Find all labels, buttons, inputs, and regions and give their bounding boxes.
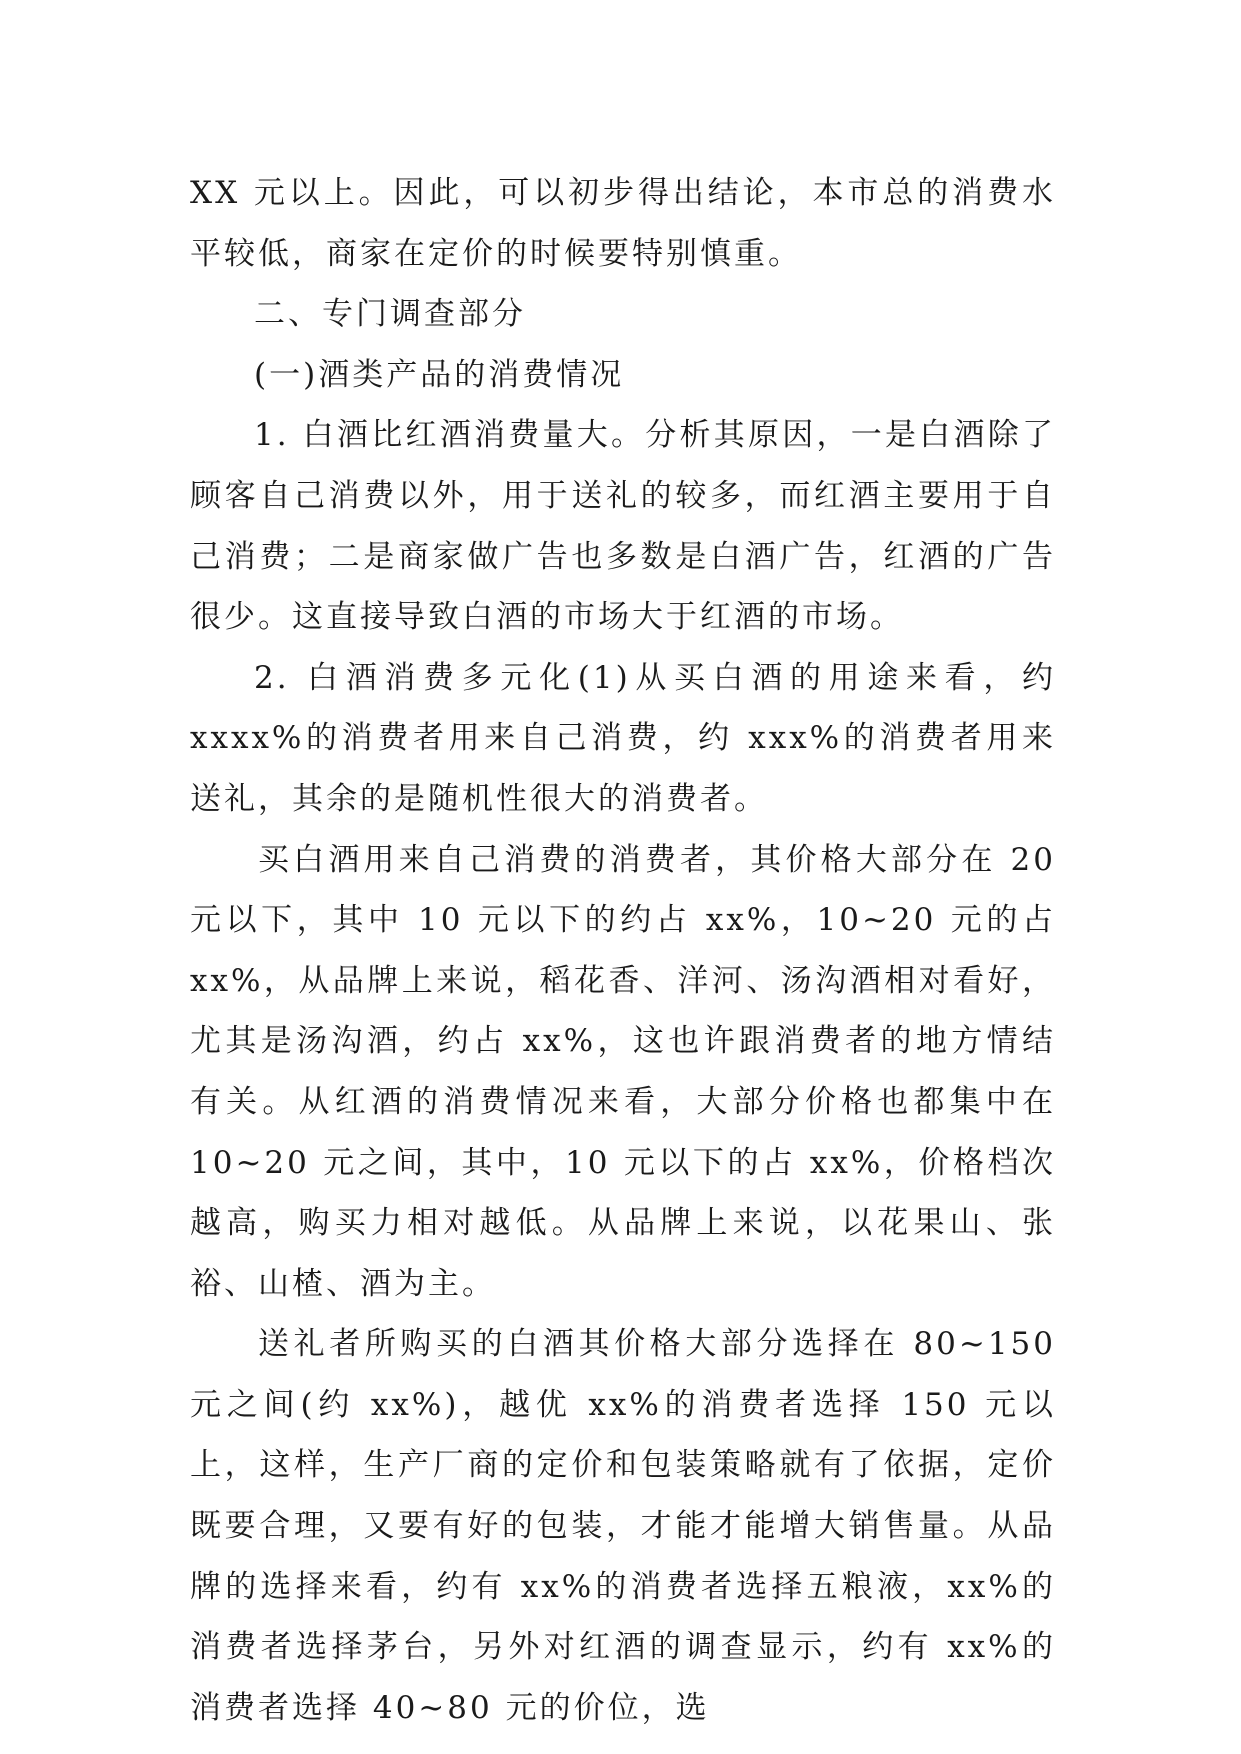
paragraph-gift-consumption: 送礼者所购买的白酒其价格大部分选择在 80~150 元之间(约 xx%)，越优 xx%的消费者选择 150 元以上，这样，生产厂商的定价和包装策略就有了依据，定价既要合理，又要有好的包装，才能才能增大销售量。从品牌的选择来看，约有 xx%的消费者选择五粮液，xx%的消费者选择茅台，另外对红酒的调查显示，约有 xx%的消费者选择 40~80 元的价位，选 bbox=[190, 1326, 1056, 1726]
subsection-heading-liquor-consumption: (一)酒类产品的消费情况 bbox=[254, 356, 625, 393]
paragraph-point-2: 2. 白酒消费多元化(1)从买白酒的用途来看，约 xxxx%的消费者用来自己消费，约 xxx%的消费者用来送礼，其余的是随机性很大的消费者。 bbox=[190, 659, 1056, 817]
paragraph-self-consumption: 买白酒用来自己消费的消费者，其价格大部分在 20 元以下，其中 10 元以下的约占 xx%，10~20 元的占 xx%，从品牌上来说，稻花香、洋河、汤沟酒相对看好，尤其是汤沟酒，约占 xx%，这也许跟消费者的地方情结有关。从红酒的消费情况来看，大部分价格也都集中在 10~20 元之间，其中，10 元以下的占 xx%，价格档次越高，购买力相对越低。从品牌上来说，以花果山、张裕、山楂、酒为主。 bbox=[190, 841, 1056, 1302]
document-body bbox=[190, 163, 1056, 1738]
paragraph-point-1: 1. 白酒比红酒消费量大。分析其原因，一是白酒除了顾客自己消费以外，用于送礼的较多，而红酒主要用于自己消费；二是商家做广告也多数是白酒广告，红酒的广告很少。这直接导致白酒的市场大于红酒的市场。 bbox=[190, 417, 1056, 636]
paragraph-conclusion: XX 元以上。因此，可以初步得出结论，本市总的消费水平较低，商家在定价的时候要特别慎重。 bbox=[190, 175, 1056, 272]
section-heading-special-survey: 二、专门调查部分 bbox=[254, 296, 526, 333]
